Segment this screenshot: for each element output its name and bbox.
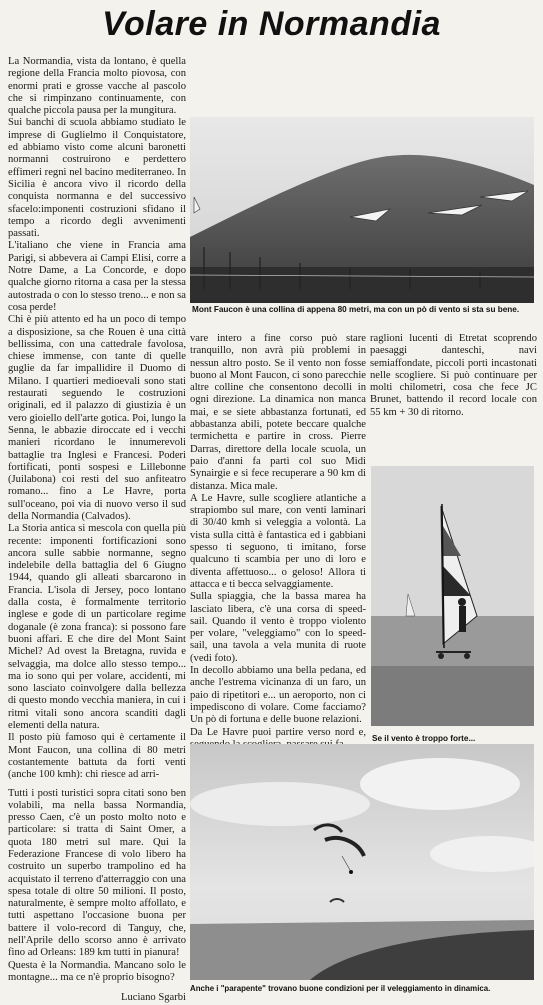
paragraph: Sui banchi di scuola abbiamo studiato le imprese di Guglielmo il Conquistatore, ed abbiamo visto come alcuni baronetti normanni costruirono e perdettero effimeri regni nel bacino mediterraneo. In Sicilia è ancora vivo il ricordo della conquista normanna e del successivo sfacelo:imponenti costruzioni sfidano il tempo a ricordo degli avvenimenti passati.	[8, 117, 186, 240]
photo-caption: Anche i "parapente" trovano buone condizioni per il veleggiamento in dinamica.	[190, 984, 491, 993]
text-column-1	[8, 56, 186, 1005]
paragraph: A Le Havre, sulle scogliere atlantiche a strapiombo sul mare, con venti laminari di 30/40 kmh si veleggia a volontà. La vista sulla città è fantastica ed i gabbiani spesso ti seguono, ti imitano, forse qualcuno ti scambia per uno di loro e diventa affettuoso... o geloso! Allora ti attacca e ti becca selvaggiamente.	[190, 492, 366, 590]
photo-caption: Mont Faucon è una collina di appena 80 metri, ma con un pò di vento si sta su bene.	[192, 305, 520, 314]
article-title: Volare in Normandia	[102, 5, 441, 43]
photo-parapente	[190, 744, 534, 980]
text-column-3	[370, 333, 537, 419]
paragraph: Questa è la Normandia. Mancano solo le montagne... ma ce n'è proprio bisogno?	[8, 959, 186, 983]
photo-speed-sail	[371, 466, 534, 726]
photo-mont-faucon	[190, 117, 534, 303]
photo-caption: Se il vento è troppo forte...	[372, 734, 476, 743]
paragraph: Il posto più famoso qui è certamente il Mont Faucon, una collina di 80 metri costantemente battuta da forti venti (anche 100 kmh): chi riesce ad arri-	[8, 732, 186, 781]
paragraph: La Storia antica si mescola con quella più recente: imponenti fortificazioni sono ancora sulle sabbie normanne, segno indelebile della battaglia del 6 Giugno 1944, quando gli alleati sbarcarono in Francia. L'isola di Jersey, poco lontano dalla costa, è formalmente territorio inglese e gode di un particolare regime doganale (è zona franca): si possono fare buoni affari. E che dire del Mont Saint Michel? Ad ovest la Bretagna, ruvida e selvaggia, ma dolce allo stesso tempo... ma io sono qui per volare, accidenti, mi sono lasciato coinvolgere dalla bellezza di questo mondo vecchia maniera, in cui i ritmi vitali sono ancora scanditi dagli elementi della natura.	[8, 523, 186, 732]
paragraph: La Normandia, vista da lontano, è quella regione della Francia molto piovosa, con enormi prati e grosse vacche al pascolo che si rimpinzano continuamente, con qualche piccola pausa per la mungitura.	[8, 56, 186, 117]
paragraph: raglioni lucenti di Etretat scoprendo paesaggi danteschi, navi semiaffondate, piccoli porti incastonati nelle scogliere. Si può continuare per molti chilometri, cosa che fece JC Brunet, battendo il record locale con 55 km + 30 di ritorno.	[370, 333, 537, 418]
text-column-2	[190, 333, 366, 751]
paragraph: In decollo abbiamo una bella pedana, ed anche l'estrema vicinanza di un faro, un paio di ripetitori e... un aeroporto, non ci impediscono di volare. Come facciamo? Un pò di fortuna e delle buone relazioni.	[190, 665, 366, 726]
paragraph: Tutti i posti turistici sopra citati sono ben volabili, ma nella bassa Normandia, presso Caen, c'è un posto molto noto e particolare: si tratta di Saint Omer, a quota 180 metri sul mare. Qui la Federazione Francese di volo libero ha costruito un superbo trampolino ed ha acquistato il terreno d'atterraggio con una spesa totale di oltre 50 milioni. Il posto, naturalmente, è sempre molto affollato, e tutti aspettano l'occasione buona per battere il volo-record di Tanguy, che, nell'Aprile dello scorso anno è arrivato fino ad Orleans: 189 km tutti in pianura!	[8, 787, 186, 959]
author-signature: Luciano Sgarbi	[120, 992, 186, 1004]
paragraph: Sulla spiaggia, che la bassa marea ha lasciato libera, c'è una corsa di speed-sail. Quando il vento è troppo violento per volare, "veleggiamo" con lo speed-sail, una tavola a vela munita di ruote (vedi foto).	[190, 591, 366, 664]
paragraph: Da Le Havre puoi partire verso nord e,	[190, 726, 366, 738]
paragraph: vare intero a fine corso può stare tranquillo, non avrà più problemi in nessun altro posto. Se il vento non fosse buono al Mont Faucon, ci sono parecchie altre colline che consentono decolli in ogni direzione. La dinamica non manca mai, e se siete abbastanza fortunati, ed abbastanza abili, potete beccare qualche termichetta e partire in cross. Pierre Darras, direttore della locale scuola, un paio d'anni fa partì col suo Midi Synairgie e si fece recuperare a 90 km di distanza. Mica male.	[190, 333, 366, 492]
paragraph: L'italiano che viene in Francia ama Parigi, si abbevera ai Campi Elisi, corre a Notre Dame, a La Concorde, e dopo qualche giorno ritorna a casa per la stessa autostrada o con lo stesso treno... e non sa cosa perde!	[8, 240, 186, 313]
paragraph: Chi è più attento ed ha un poco di tempo a disposizione, sa che Rouen è una città bellissima, con una cattedrale favolosa, chiese immense, con tante di quelle guglie da far impallidire il Duomo di Milano. I quartieri medioevali sono stati restaurati seguendo le costruzioni originali, ed il palazzo di giustizia è un vero gioiello dell'arte gotica. Poi, lungo la Senna, le abbazie diroccate ed i vecchi manieri ricordano le innumerevoli battaglie tra Inglesi e Francesi. Poderi fortificati, ponti sospesi e Lillebonne (Juilabona) coi resti del suo anfiteatro romano... fino a Le Havre, porta sull'oceano, poi via di nuovo verso il sud della Normandia (Calvados).	[8, 314, 186, 522]
